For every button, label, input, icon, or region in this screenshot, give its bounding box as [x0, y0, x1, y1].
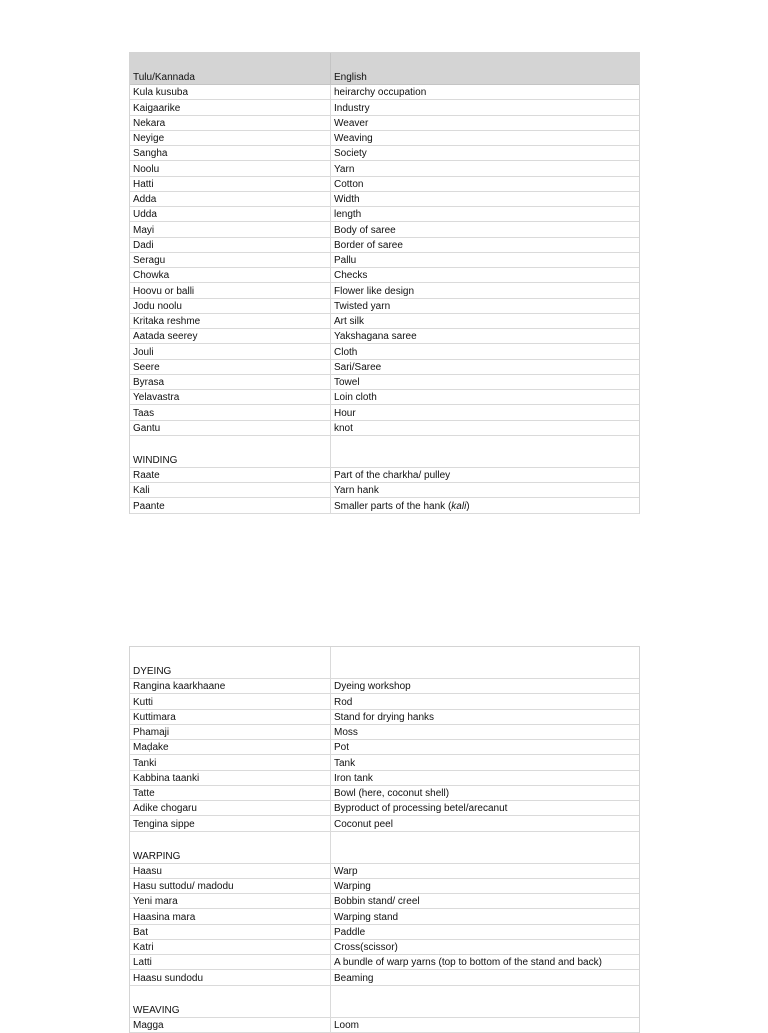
- table-row: [130, 694, 639, 709]
- table-row: [130, 329, 639, 344]
- table-row: [130, 894, 639, 909]
- english-text-after: ): [466, 500, 470, 512]
- section-title: WARPING: [130, 832, 331, 863]
- term-english: Towel: [334, 377, 360, 388]
- term-tulu-kannada: Magga: [130, 1018, 331, 1032]
- term-tulu-kannada: Katri: [130, 940, 331, 954]
- term-english: Industry: [334, 102, 370, 114]
- table-row: [130, 192, 639, 207]
- table-row: [130, 879, 639, 894]
- term-tulu-kannada: Adike chogaru: [130, 801, 331, 815]
- term-tulu-kannada: Hasu suttodu/ madodu: [130, 879, 331, 893]
- table-row: [130, 116, 639, 131]
- empty-cell: [331, 986, 639, 1017]
- table-row: [130, 710, 639, 725]
- term-english: Weaver: [334, 117, 369, 129]
- term-tulu-kannada: Hatti: [130, 177, 331, 191]
- term-english: Part of the charkha/ pulley: [334, 470, 451, 481]
- term-english: Loom: [334, 1019, 360, 1031]
- glossary-table-general: [129, 52, 640, 514]
- term-english: [331, 498, 639, 512]
- term-tulu-kannada: Neyige: [130, 131, 331, 145]
- header-english: English: [334, 72, 367, 83]
- term-tulu-kannada: Kabbina taanki: [130, 771, 331, 785]
- term-tulu-kannada: Gantu: [130, 421, 331, 435]
- table-row: [130, 771, 639, 786]
- term-tulu-kannada: Chowka: [130, 268, 331, 282]
- term-tulu-kannada: Haasina mara: [130, 909, 331, 923]
- empty-cell: [331, 436, 639, 467]
- section-dyeing: [130, 647, 639, 679]
- term-english: Cotton: [334, 178, 364, 190]
- term-english: Flower like design: [334, 285, 415, 297]
- term-english: Warping: [334, 881, 371, 892]
- table-row: [130, 755, 639, 770]
- term-tulu-kannada: Sangha: [130, 146, 331, 160]
- term-english: Iron tank: [334, 772, 373, 784]
- table-row: [130, 161, 639, 176]
- term-tulu-kannada: Dadi: [130, 238, 331, 252]
- term-tulu-kannada: Phamaji: [130, 725, 331, 739]
- term-tulu-kannada: Maḍake: [130, 740, 331, 754]
- term-tulu-kannada: Kutti: [130, 694, 331, 708]
- term-english: Beaming: [334, 972, 374, 984]
- term-tulu-kannada: Adda: [130, 192, 331, 206]
- term-english: Byproduct of processing betel/arecanut: [334, 803, 508, 815]
- table-row: [130, 222, 639, 237]
- table-row: [130, 253, 639, 268]
- term-english: Pallu: [334, 255, 357, 266]
- term-tulu-kannada: Mayi: [130, 222, 331, 236]
- term-english: length: [334, 209, 362, 221]
- table-row: [130, 786, 639, 801]
- table-row: [130, 864, 639, 879]
- table-row: [130, 1018, 639, 1033]
- term-tulu-kannada: Raate: [130, 468, 331, 482]
- term-tulu-kannada: Byrasa: [130, 375, 331, 389]
- table-row: [130, 100, 639, 115]
- term-english: Twisted yarn: [334, 300, 391, 312]
- table-row: [130, 283, 639, 298]
- term-tulu-kannada: Seere: [130, 360, 331, 374]
- term-english: Hour: [334, 407, 356, 419]
- term-english: Border of saree: [334, 239, 403, 251]
- term-english: Loin cloth: [334, 392, 377, 404]
- term-english: Weaving: [334, 133, 373, 144]
- term-english: Society: [334, 148, 367, 160]
- table-row: [130, 177, 639, 192]
- table-row: [130, 940, 639, 955]
- term-tulu-kannada: Noolu: [130, 161, 331, 175]
- empty-cell: [331, 647, 639, 678]
- term-english: Cross(scissor): [334, 942, 398, 953]
- term-tulu-kannada: Haasu: [130, 864, 331, 878]
- term-tulu-kannada: Yeni mara: [130, 894, 331, 908]
- table-row: [130, 483, 639, 498]
- term-tulu-kannada: Kali: [130, 483, 331, 497]
- section-title: WINDING: [130, 436, 331, 467]
- term-tulu-kannada: Taas: [130, 405, 331, 419]
- term-english: Dyeing workshop: [334, 681, 411, 693]
- table-body: [130, 85, 639, 514]
- table-row: [130, 925, 639, 940]
- term-tulu-kannada: Kula kusuba: [130, 85, 331, 99]
- term-english: Bobbin stand/ creel: [334, 896, 420, 908]
- term-tulu-kannada: Kuttimara: [130, 710, 331, 724]
- term-english: Stand for drying hanks: [334, 711, 435, 723]
- term-english: Warp: [334, 865, 358, 877]
- term-tulu-kannada: Bat: [130, 925, 331, 939]
- term-english: Body of saree: [334, 224, 396, 236]
- term-english: Tank: [334, 757, 356, 769]
- term-tulu-kannada: Seragu: [130, 253, 331, 267]
- term-tulu-kannada: Jodu noolu: [130, 299, 331, 313]
- term-english: Yarn hank: [334, 485, 379, 497]
- term-tulu-kannada: Nekara: [130, 116, 331, 130]
- table-row: [130, 146, 639, 161]
- term-tulu-kannada: Yelavastra: [130, 390, 331, 404]
- table-row: [130, 955, 639, 970]
- table-row: [130, 909, 639, 924]
- term-tulu-kannada: Paante: [130, 498, 331, 512]
- glossary-table-processes: [129, 646, 640, 1033]
- table-row: [130, 360, 639, 375]
- table-row: [130, 468, 639, 483]
- term-english: A bundle of warp yarns (top to bottom of the stand and back): [334, 957, 602, 969]
- term-tulu-kannada: Jouli: [130, 344, 331, 358]
- term-tulu-kannada: Tengina sippe: [130, 816, 331, 830]
- term-tulu-kannada: Aatada seerey: [130, 329, 331, 343]
- table-header: [130, 53, 639, 85]
- english-italic: kali: [451, 500, 467, 512]
- section-title: WEAVING: [130, 986, 331, 1017]
- term-english: Rod: [334, 696, 353, 708]
- table-row: [130, 390, 639, 405]
- table-row: [130, 970, 639, 985]
- term-english: Warping stand: [334, 911, 399, 923]
- table-row: [130, 131, 639, 146]
- section-winding: [130, 436, 639, 468]
- table-row: [130, 679, 639, 694]
- section-weaving: [130, 986, 639, 1018]
- term-english: knot: [334, 422, 353, 434]
- term-english: Sari/Saree: [334, 361, 382, 373]
- term-english: Moss: [334, 727, 358, 738]
- term-english: Paddle: [334, 926, 366, 938]
- table-row: [130, 207, 639, 222]
- table-row: [130, 344, 639, 359]
- term-english: Cloth: [334, 346, 358, 358]
- term-english: Width: [334, 194, 360, 205]
- term-english: Checks: [334, 270, 368, 282]
- term-tulu-kannada: Latti: [130, 955, 331, 969]
- table-body: [130, 647, 639, 1033]
- table-row: [130, 498, 639, 513]
- table-row: [130, 725, 639, 740]
- term-tulu-kannada: Rangina kaarkhaane: [130, 679, 331, 693]
- term-tulu-kannada: Udda: [130, 207, 331, 221]
- english-text: Smaller parts of the hank (: [334, 500, 452, 512]
- term-tulu-kannada: Kritaka reshme: [130, 314, 331, 328]
- term-english: Pot: [334, 742, 350, 754]
- table-row: [130, 405, 639, 420]
- section-warping: [130, 832, 639, 864]
- term-tulu-kannada: Haasu sundodu: [130, 970, 331, 984]
- table-row: [130, 238, 639, 253]
- term-english: Yakshagana saree: [334, 331, 417, 343]
- section-title: DYEING: [130, 647, 331, 678]
- term-english: Art silk: [334, 316, 364, 327]
- table-row: [130, 268, 639, 283]
- term-english: heirarchy occupation: [334, 87, 427, 99]
- header-tulu-kannada: Tulu/Kannada: [130, 53, 331, 84]
- term-tulu-kannada: Hoovu or balli: [130, 283, 331, 297]
- table-row: [130, 85, 639, 100]
- table-row: [130, 740, 639, 755]
- term-tulu-kannada: Tatte: [130, 786, 331, 800]
- table-row: [130, 801, 639, 816]
- term-english: Bowl (here, coconut shell): [334, 788, 450, 799]
- table-row: [130, 314, 639, 329]
- term-tulu-kannada: Tanki: [130, 755, 331, 769]
- table-row: [130, 375, 639, 390]
- term-tulu-kannada: Kaigaarike: [130, 100, 331, 114]
- table-row: [130, 299, 639, 314]
- term-english: Yarn: [334, 163, 355, 175]
- table-row: [130, 421, 639, 436]
- empty-cell: [331, 832, 639, 863]
- table-row: [130, 816, 639, 831]
- term-english: Coconut peel: [334, 818, 393, 830]
